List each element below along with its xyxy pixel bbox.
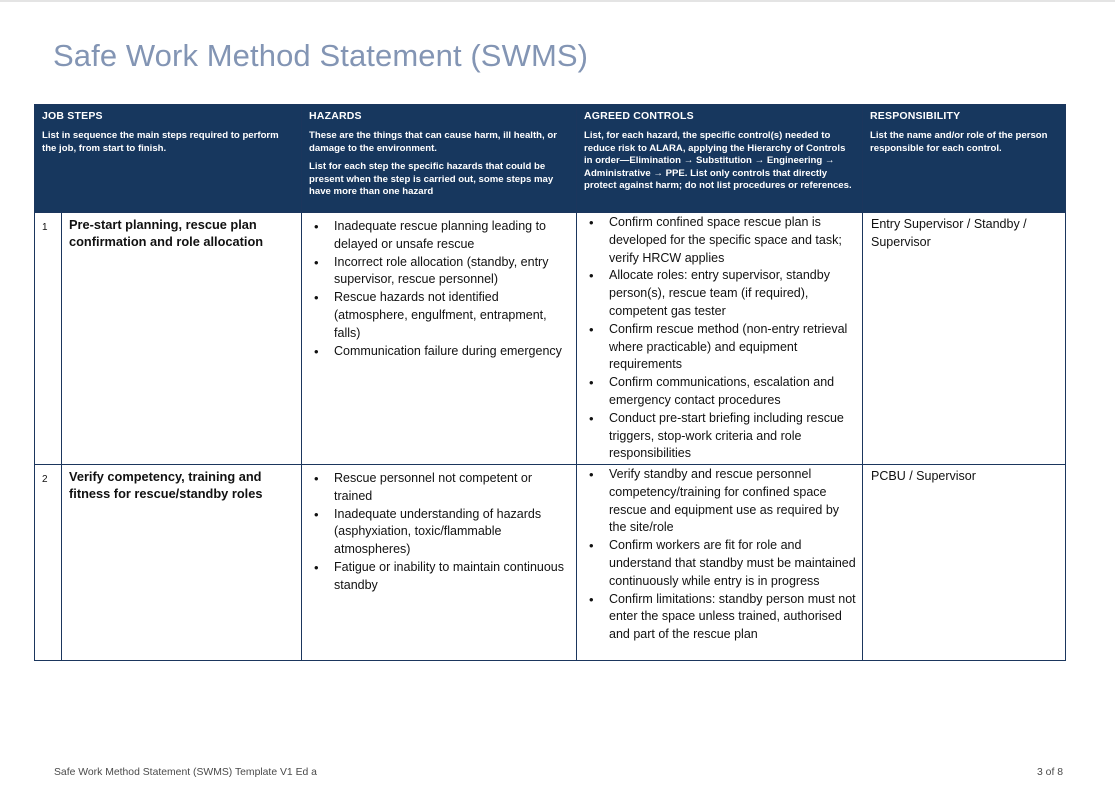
header-agreed-controls — [577, 105, 863, 213]
control-list — [585, 214, 856, 463]
header-hazards — [302, 105, 577, 213]
hazards-cell — [302, 213, 577, 465]
hazard-item: • Communication failure during emergency — [310, 343, 569, 361]
footer-document-name: Safe Work Method Statement (SWMS) Template V1 Ed a — [54, 767, 317, 778]
header-description: List the name and/or role of the person responsible for each control. — [870, 130, 1048, 154]
hazard-list — [310, 470, 569, 595]
header-responsibility — [863, 105, 1066, 213]
hazard-item: • Rescue hazards not identified (atmosphere, engulfment, entrapment, falls) — [310, 289, 569, 342]
header-description: These are the things that can cause harm, ill health, or damage to the environment. — [309, 130, 557, 154]
control-item: • Confirm workers are fit for role and understand that standby must be maintained continuously while entry is in progress — [585, 537, 856, 590]
header-description-2: List for each step the specific hazards that could be present when the step is carried out, some steps may have more than one hazard — [309, 161, 554, 197]
footer-page-number: 3 of 8 — [1037, 767, 1063, 778]
table-row — [35, 465, 1066, 661]
header-description: List, for each hazard, the specific control(s) needed to reduce risk to ALARA, applying the Hierarchy of Controls in order—Elimination → Substitution → Engineering → Administrative → PPE. List only controls that directly protect against harm; do not list procedures or references. — [584, 130, 852, 191]
table-row — [35, 213, 1066, 465]
swms-table — [34, 104, 1066, 661]
controls-cell — [577, 213, 863, 465]
step-description: Pre-start planning, rescue plan confirmation and role allocation — [62, 213, 302, 465]
responsibility-cell: PCBU / Supervisor — [863, 465, 1066, 661]
header-job-steps — [35, 105, 302, 213]
step-description: Verify competency, training and fitness for rescue/standby roles — [62, 465, 302, 661]
control-item: • Confirm limitations: standby person must not enter the space unless trained, authorised and part of the rescue plan — [585, 591, 856, 644]
hazard-item: • Incorrect role allocation (standby, entry supervisor, rescue personnel) — [310, 254, 569, 290]
hazard-item: • Rescue personnel not competent or trained — [310, 470, 569, 506]
responsibility-cell: Entry Supervisor / Standby / Supervisor — [863, 213, 1066, 465]
hazard-list — [310, 218, 569, 360]
control-item: • Allocate roles: entry supervisor, standby person(s), rescue team (if required), competent gas tester — [585, 267, 856, 320]
header-description: List in sequence the main steps required to perform the job, from start to finish. — [42, 130, 279, 154]
control-item: • Verify standby and rescue personnel competency/training for confined space rescue and equipment use as required by the site/role — [585, 466, 856, 537]
control-item: • Confirm rescue method (non-entry retrieval where practicable) and equipment requirements — [585, 321, 856, 374]
hazard-item: • Fatigue or inability to maintain continuous standby — [310, 559, 569, 595]
control-item: • Confirm communications, escalation and emergency contact procedures — [585, 374, 856, 410]
table-header-row — [35, 105, 1066, 213]
header-title: JOB STEPS — [42, 110, 103, 122]
control-item: • Confirm confined space rescue plan is developed for the specific space and task; verify HRCW applies — [585, 214, 856, 267]
control-item: • Conduct pre-start briefing including rescue triggers, stop-work criteria and role responsibilities — [585, 410, 856, 463]
controls-cell — [577, 465, 863, 661]
control-list — [585, 466, 856, 644]
hazard-item: • Inadequate understanding of hazards (asphyxiation, toxic/flammable atmospheres) — [310, 506, 569, 559]
step-number: 2 — [35, 465, 62, 661]
hazards-cell — [302, 465, 577, 661]
header-title: AGREED CONTROLS — [584, 110, 694, 122]
header-title: HAZARDS — [309, 110, 362, 122]
page-title: Safe Work Method Statement (SWMS) — [53, 38, 589, 73]
hazard-item: • Inadequate rescue planning leading to delayed or unsafe rescue — [310, 218, 569, 254]
header-title: RESPONSIBILITY — [870, 110, 961, 122]
step-number: 1 — [35, 213, 62, 465]
top-border — [0, 0, 1115, 2]
